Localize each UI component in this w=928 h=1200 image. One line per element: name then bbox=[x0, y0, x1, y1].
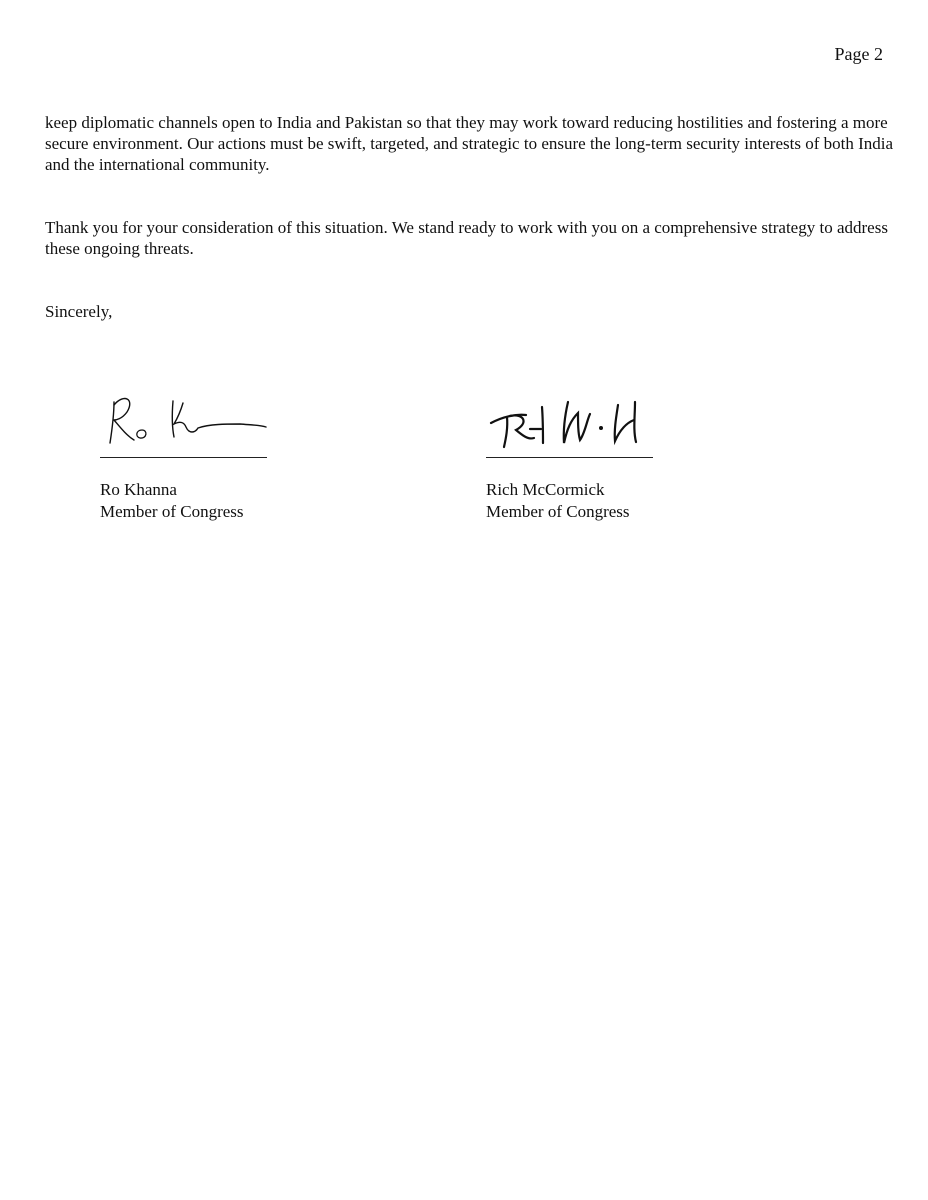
closing-salutation: Sincerely, bbox=[45, 302, 113, 321]
signer-name: Rich McCormick bbox=[486, 480, 605, 499]
signer-info bbox=[100, 479, 360, 523]
signer-info bbox=[486, 479, 746, 523]
signature-block-rich-mccormick bbox=[486, 385, 746, 523]
rich-mccormick-signature bbox=[486, 385, 661, 457]
signer-name: Ro Khanna bbox=[100, 480, 177, 499]
letter-body bbox=[45, 112, 895, 322]
signature-line bbox=[486, 457, 653, 458]
signature-line bbox=[100, 457, 267, 458]
page-number: Page 2 bbox=[834, 44, 883, 64]
signer-title: Member of Congress bbox=[486, 502, 630, 521]
body-paragraph: Thank you for your consideration of this situation. We stand ready to work with you on a comprehensive strategy to address these ongoing threats. bbox=[45, 218, 888, 258]
body-paragraph: keep diplomatic channels open to India and Pakistan so that they may work toward reducing hostilities and fostering a more secure environment. Our actions must be swift, targeted, and strategic to ensure the long-term security interests of both India and the international community. bbox=[45, 113, 894, 174]
signature-block-ro-khanna bbox=[100, 385, 360, 523]
signer-title: Member of Congress bbox=[100, 502, 244, 521]
ro-khanna-signature bbox=[100, 385, 275, 457]
